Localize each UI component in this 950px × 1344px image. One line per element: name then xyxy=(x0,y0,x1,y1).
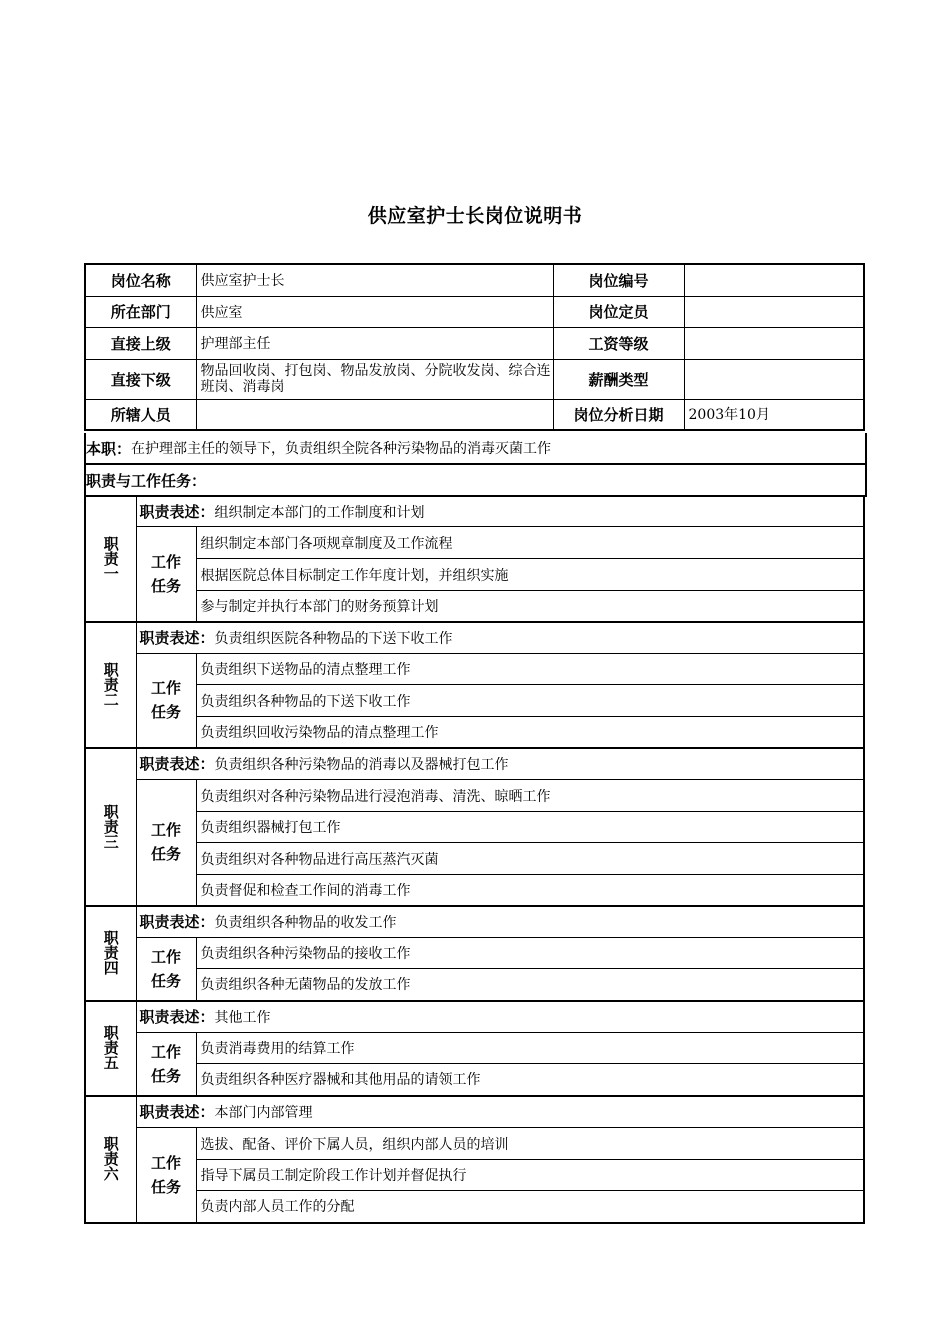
task-item: 负责组织各种无菌物品的发放工作 xyxy=(196,969,864,1001)
duty-statement xyxy=(136,748,864,780)
statement-text: 负责组织各种物品的收发工作 xyxy=(214,915,397,931)
headcount-value xyxy=(684,296,864,327)
headcount-label: 岗位定员 xyxy=(553,296,684,327)
statement-text: 负责组织医院各种物品的下送下收工作 xyxy=(214,631,453,647)
statement-label: 职责表述： xyxy=(139,913,215,931)
task-item: 负责督促和检查工作间的消毒工作 xyxy=(196,875,864,906)
duties-header-label: 职责与工作任务： xyxy=(86,471,207,490)
task-item: 参与制定并执行本部门的财务预算计划 xyxy=(196,591,864,622)
duty-block-1 xyxy=(84,495,865,623)
task-item: 负责内部人员工作的分配 xyxy=(196,1191,864,1223)
task-item: 负责组织下送物品的清点整理工作 xyxy=(196,654,864,685)
task-item: 负责组织各种医疗器械和其他用品的请领工作 xyxy=(196,1064,864,1096)
duty-label: 职责三 xyxy=(85,748,136,906)
statement-text: 负责组织各种污染物品的消毒以及器械打包工作 xyxy=(214,757,509,773)
staff-value xyxy=(196,399,553,430)
task-label: 工作任务 xyxy=(136,938,196,1001)
pay-type-value xyxy=(684,359,864,399)
job-code-label: 岗位编号 xyxy=(553,264,684,296)
statement-text: 其他工作 xyxy=(214,1010,271,1026)
task-item: 负责组织各种污染物品的接收工作 xyxy=(196,938,864,969)
duty-block-6 xyxy=(84,1095,865,1224)
summary-label: 本职： xyxy=(86,439,132,458)
statement-text: 组织制定本部门的工作制度和计划 xyxy=(214,504,425,521)
task-item: 组织制定本部门各项规章制度及工作流程 xyxy=(196,527,864,559)
duty-label: 职责六 xyxy=(85,1096,136,1223)
duty-block-5 xyxy=(84,1000,865,1097)
task-item: 选拔、配备、评价下属人员，组织内部人员的培训 xyxy=(196,1128,864,1160)
task-label: 工作任务 xyxy=(136,780,196,906)
duty-label: 职责二 xyxy=(85,622,136,748)
task-label: 工作任务 xyxy=(136,1128,196,1223)
duty-block-3 xyxy=(84,747,865,907)
task-label: 工作任务 xyxy=(136,654,196,748)
task-label: 工作任务 xyxy=(136,1033,196,1096)
duty-statement xyxy=(136,496,864,527)
statement-label: 职责表述： xyxy=(139,1103,215,1121)
subordinates-label: 直接下级 xyxy=(85,359,196,399)
statement-label: 职责表述： xyxy=(139,1008,215,1026)
supervisor-value: 护理部主任 xyxy=(196,327,553,359)
task-item: 负责组织各种物品的下送下收工作 xyxy=(196,685,864,717)
duty-statement xyxy=(136,622,864,654)
salary-grade-label: 工资等级 xyxy=(553,327,684,359)
duty-statement xyxy=(136,906,864,938)
job-name-value: 供应室护士长 xyxy=(196,264,553,296)
duty-statement xyxy=(136,1001,864,1033)
department-value: 供应室 xyxy=(196,296,553,327)
duty-label: 职责一 xyxy=(85,496,136,622)
task-label: 工作任务 xyxy=(136,527,196,622)
statement-label: 职责表述： xyxy=(139,755,215,773)
task-item: 负责组织器械打包工作 xyxy=(196,812,864,843)
salary-grade-value xyxy=(684,327,864,359)
duty-statement xyxy=(136,1096,864,1128)
job-info-table xyxy=(84,263,865,431)
department-label: 所在部门 xyxy=(85,296,196,327)
page-title: 供应室护士长岗位说明书 xyxy=(367,205,583,227)
duty-block-4 xyxy=(84,905,865,1002)
statement-label: 职责表述： xyxy=(139,629,215,647)
analysis-date-value: 2003年10月 xyxy=(684,399,864,430)
subordinates-value: 物品回收岗、打包岗、物品发放岗、分院收发岗、综合连班岗、消毒岗 xyxy=(196,359,553,399)
task-item: 负责组织对各种污染物品进行浸泡消毒、清洗、晾晒工作 xyxy=(196,780,864,812)
duties-header xyxy=(84,465,867,497)
task-item: 负责组织对各种物品进行高压蒸汽灭菌 xyxy=(196,843,864,875)
task-item: 负责组织回收污染物品的清点整理工作 xyxy=(196,717,864,748)
summary-text: 在护理部主任的领导下，负责组织全院各种污染物品的消毒灭菌工作 xyxy=(131,441,552,457)
job-summary xyxy=(84,433,867,465)
job-code-value xyxy=(684,264,864,296)
staff-label: 所辖人员 xyxy=(85,399,196,430)
job-name-label: 岗位名称 xyxy=(85,264,196,296)
pay-type-label: 薪酬类型 xyxy=(553,359,684,399)
statement-text: 本部门内部管理 xyxy=(214,1105,313,1121)
duty-label: 职责五 xyxy=(85,1001,136,1096)
supervisor-label: 直接上级 xyxy=(85,327,196,359)
task-item: 根据医院总体目标制定工作年度计划，并组织实施 xyxy=(196,559,864,591)
task-item: 指导下属员工制定阶段工作计划并督促执行 xyxy=(196,1160,864,1191)
analysis-date-label: 岗位分析日期 xyxy=(553,399,684,430)
statement-label: 职责表述： xyxy=(139,502,215,521)
task-item: 负责消毒费用的结算工作 xyxy=(196,1033,864,1064)
duty-block-2 xyxy=(84,621,865,749)
duty-label: 职责四 xyxy=(85,906,136,1001)
